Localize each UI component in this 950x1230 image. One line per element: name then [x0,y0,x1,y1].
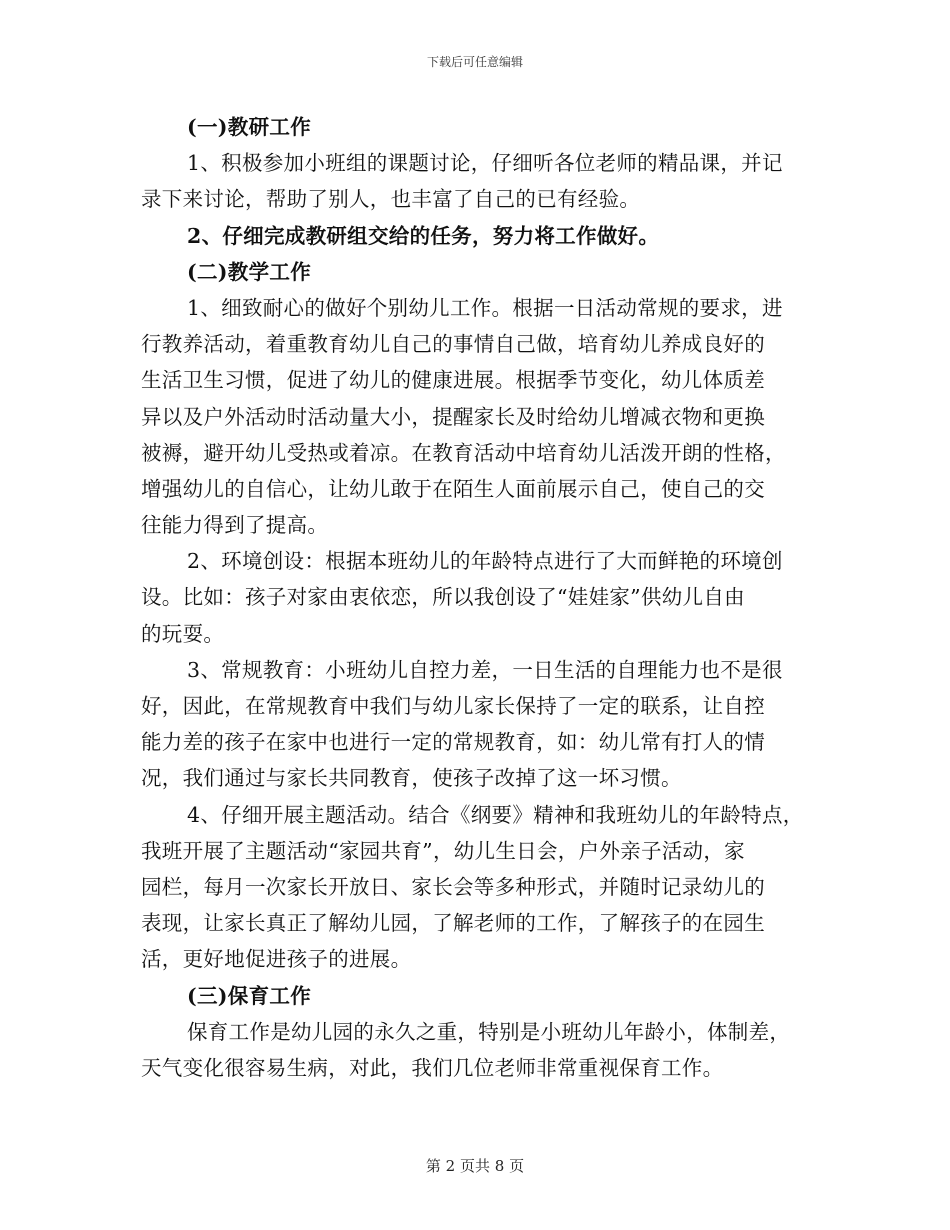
paragraph-line: 况，我们通过与家长共同教育，使孩子改掉了这一坏习惯。 [141,766,682,791]
paragraph-line: 园栏，每月一次家长开放日、家长会等多种形式，并随时记录幼儿的 [141,874,765,899]
paragraph-line: 往能力得到了提高。 [141,513,329,538]
page-footer: 第 2 页共 8 页 [425,1157,525,1175]
paragraph-line: 异以及户外活动时活动量大小，提醒家长及时给幼儿增减衣物和更换 [141,404,765,429]
paragraph-line: 天气变化很容易生病，对此，我们几位老师非常重视保育工作。 [141,1055,724,1080]
paragraph-line: 生活卫生习惯，促进了幼儿的健康进展。根据季节变化，幼儿体质差 [141,368,765,393]
paragraph-line: 行教养活动，着重教育幼儿自己的事情自己做，培育幼儿养成良好的 [141,332,765,357]
page-header: 下载后可任意编辑 [426,55,523,69]
section-heading: (二)教学工作 [187,259,311,284]
paragraph-line: 我班开展了主题活动“家园共育”，幼儿生日会，户外亲子活动，家 [141,838,745,863]
paragraph-line: 表现，让家长真正了解幼儿园，了解老师的工作，了解孩子的在园生 [141,911,765,936]
paragraph-line: 增强幼儿的自信心，让幼儿敢于在陌生人面前展示自己，使自己的交 [141,476,765,501]
paragraph-line: 设。比如：孩子对家由衷依恋，所以我创设了“娃娃家”供幼儿自由 [141,585,745,610]
paragraph-line: 好，因此，在常规教育中我们与幼儿家长保持了一定的联系，让自控 [141,694,765,718]
paragraph-line: 录下来讨论，帮助了别人，也丰富了自己的已有经验。 [141,187,641,212]
paragraph-line: 被褥，避开幼儿受热或着凉。在教育活动中培育幼儿活泼开朗的性格， [141,440,786,465]
paragraph-line: 1、细致耐心的做好个别幼儿工作。根据一日活动常规的要求，进 [187,295,783,320]
paragraph-line: 3、常规教育：小班幼儿自控力差，一日生活的自理能力也不是很 [187,657,783,682]
paragraph-line: 的玩耍。 [141,621,225,646]
paragraph-line: 活，更好地促进孩子的进展。 [141,947,412,972]
paragraph-line: 保育工作是幼儿园的永久之重，特别是小班幼儿年龄小，体制差， [187,1019,791,1044]
section-heading: 2、仔细完成教研组交给的任务，努力将工作做好。 [187,223,660,248]
paragraph-line: 能力差的孩子在家中也进行一定的常规教育，如：幼儿常有打人的情 [141,730,765,755]
document-body [141,109,821,1086]
paragraph-line: 1、积极参加小班组的课题讨论，仔细听各位老师的精品课，并记 [187,151,783,176]
section-heading: (三)保育工作 [187,983,311,1008]
paragraph-line: 4、仔细开展主题活动。结合《纲要》精神和我班幼儿的年龄特点， [187,802,804,827]
section-heading: (一)教研工作 [187,115,311,139]
paragraph-line: 2、环境创设：根据本班幼儿的年龄特点进行了大而鲜艳的环境创 [187,549,783,574]
